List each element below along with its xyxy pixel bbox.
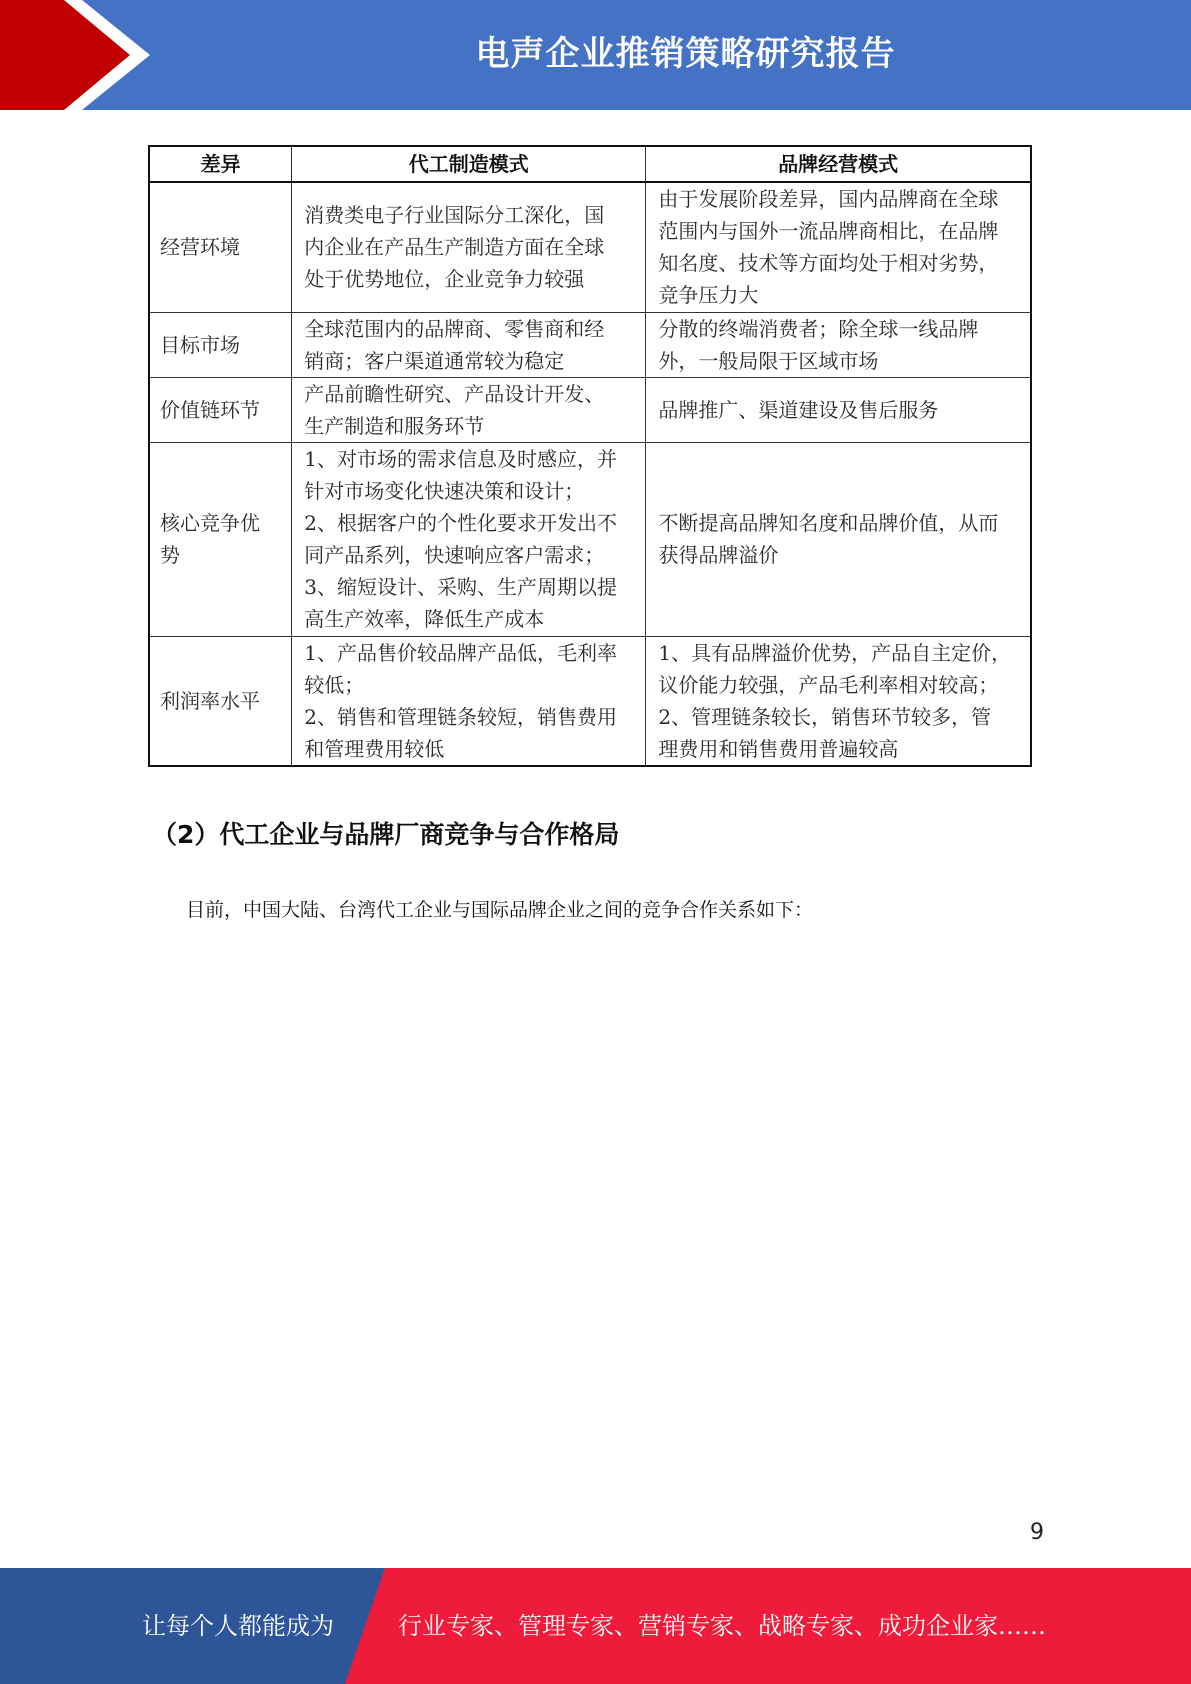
comparison-table bbox=[148, 145, 1032, 767]
brand-cell bbox=[646, 636, 1031, 766]
table-row bbox=[149, 182, 1031, 312]
oem-cell bbox=[292, 636, 646, 766]
cell-line: 3、缩短设计、采购、生产周期以提 bbox=[304, 575, 617, 599]
cell-line: 获得品牌溢价 bbox=[658, 543, 779, 567]
table-row bbox=[149, 636, 1031, 766]
cell-line: 外，一般局限于区域市场 bbox=[658, 348, 879, 373]
oem-cell bbox=[292, 377, 646, 442]
cell-line: 产品前瞻性研究、产品设计开发、 bbox=[304, 381, 605, 406]
cell-line: 1、对市场的需求信息及时感应，并 bbox=[304, 447, 617, 471]
oem-cell bbox=[292, 312, 646, 377]
cell-line: 分散的终端消费者；除全球一线品牌 bbox=[658, 316, 979, 341]
body-paragraph: 目前，中国大陆、台湾代工企业与国际品牌企业之间的竞争合作关系如下： bbox=[186, 899, 814, 921]
table-header-row bbox=[149, 146, 1031, 182]
document-title: 电声企业推销策略研究报告 bbox=[475, 34, 896, 74]
page-footer bbox=[0, 1568, 1191, 1684]
row-label: 经营环境 bbox=[149, 182, 292, 312]
page-number: 9 bbox=[1030, 1520, 1044, 1545]
cell-line: 理费用和销售费用普遍较高 bbox=[658, 736, 899, 761]
cell-line: 范围内与国外一流品牌商相比，在品牌 bbox=[658, 219, 999, 244]
row-label bbox=[149, 442, 292, 636]
brand-cell bbox=[646, 442, 1031, 636]
cell-line: 销商；客户渠道通常较为稳定 bbox=[304, 348, 565, 373]
cell-line: 2、销售和管理链条较短，销售费用 bbox=[304, 704, 617, 729]
cell-line: 处于优势地位，企业竞争力较强 bbox=[304, 267, 585, 292]
cell-line: 2、根据客户的个性化要求开发出不 bbox=[304, 511, 617, 535]
column-header: 差异 bbox=[149, 146, 292, 182]
cell-line: 不断提高品牌知名度和品牌价值，从而 bbox=[658, 511, 999, 535]
cell-line: 议价能力较强，产品毛利率相对较高； bbox=[658, 672, 999, 697]
cell-line: 和管理费用较低 bbox=[304, 736, 445, 761]
page-header bbox=[0, 0, 1191, 110]
header-chevron-decoration bbox=[0, 0, 160, 110]
cell-line: 核心竞争优 bbox=[160, 511, 260, 535]
table-row bbox=[149, 312, 1031, 377]
cell-line: 较低； bbox=[304, 672, 365, 697]
oem-cell bbox=[292, 182, 646, 312]
cell-line: 势 bbox=[160, 543, 180, 567]
cell-line: 知名度、技术等方面均处于相对劣势， bbox=[658, 251, 999, 276]
cell-line: 2、管理链条较长，销售环节较多，管 bbox=[658, 704, 992, 729]
cell-line: 由于发展阶段差异，国内品牌商在全球 bbox=[658, 187, 999, 212]
cell-line: 全球范围内的品牌商、零售商和经 bbox=[304, 316, 605, 341]
cell-line: 同产品系列，快速响应客户需求； bbox=[304, 543, 605, 567]
brand-cell bbox=[646, 312, 1031, 377]
cell-line: 消费类电子行业国际分工深化，国 bbox=[304, 203, 605, 228]
row-label: 目标市场 bbox=[149, 312, 292, 377]
cell-line: 1、具有品牌溢价优势，产品自主定价， bbox=[658, 640, 1012, 665]
table-row bbox=[149, 377, 1031, 442]
row-label: 价值链环节 bbox=[149, 377, 292, 442]
brand-cell bbox=[646, 182, 1031, 312]
cell-line: 内企业在产品生产制造方面在全球 bbox=[304, 235, 605, 260]
column-header: 品牌经营模式 bbox=[646, 146, 1031, 182]
cell-line: 竞争压力大 bbox=[658, 283, 759, 308]
cell-line: 针对市场变化快速决策和设计； bbox=[304, 479, 585, 503]
column-header: 代工制造模式 bbox=[292, 146, 646, 182]
cell-line: 高生产效率，降低生产成本 bbox=[304, 607, 545, 631]
row-label: 利润率水平 bbox=[149, 636, 292, 766]
cell-line: 生产制造和服务环节 bbox=[304, 413, 485, 438]
table-row bbox=[149, 442, 1031, 636]
section-heading: （2）代工企业与品牌厂商竞争与合作格局 bbox=[152, 820, 620, 849]
cell-line: 品牌推广、渠道建设及售后服务 bbox=[658, 397, 939, 422]
footer-slogan-left: 让每个人都能成为 bbox=[142, 1612, 334, 1640]
oem-cell bbox=[292, 442, 646, 636]
footer-slogan-right: 行业专家、管理专家、营销专家、战略专家、成功企业家…… bbox=[398, 1612, 1046, 1640]
cell-line: 1、产品售价较品牌产品低，毛利率 bbox=[304, 640, 617, 665]
brand-cell bbox=[646, 377, 1031, 442]
